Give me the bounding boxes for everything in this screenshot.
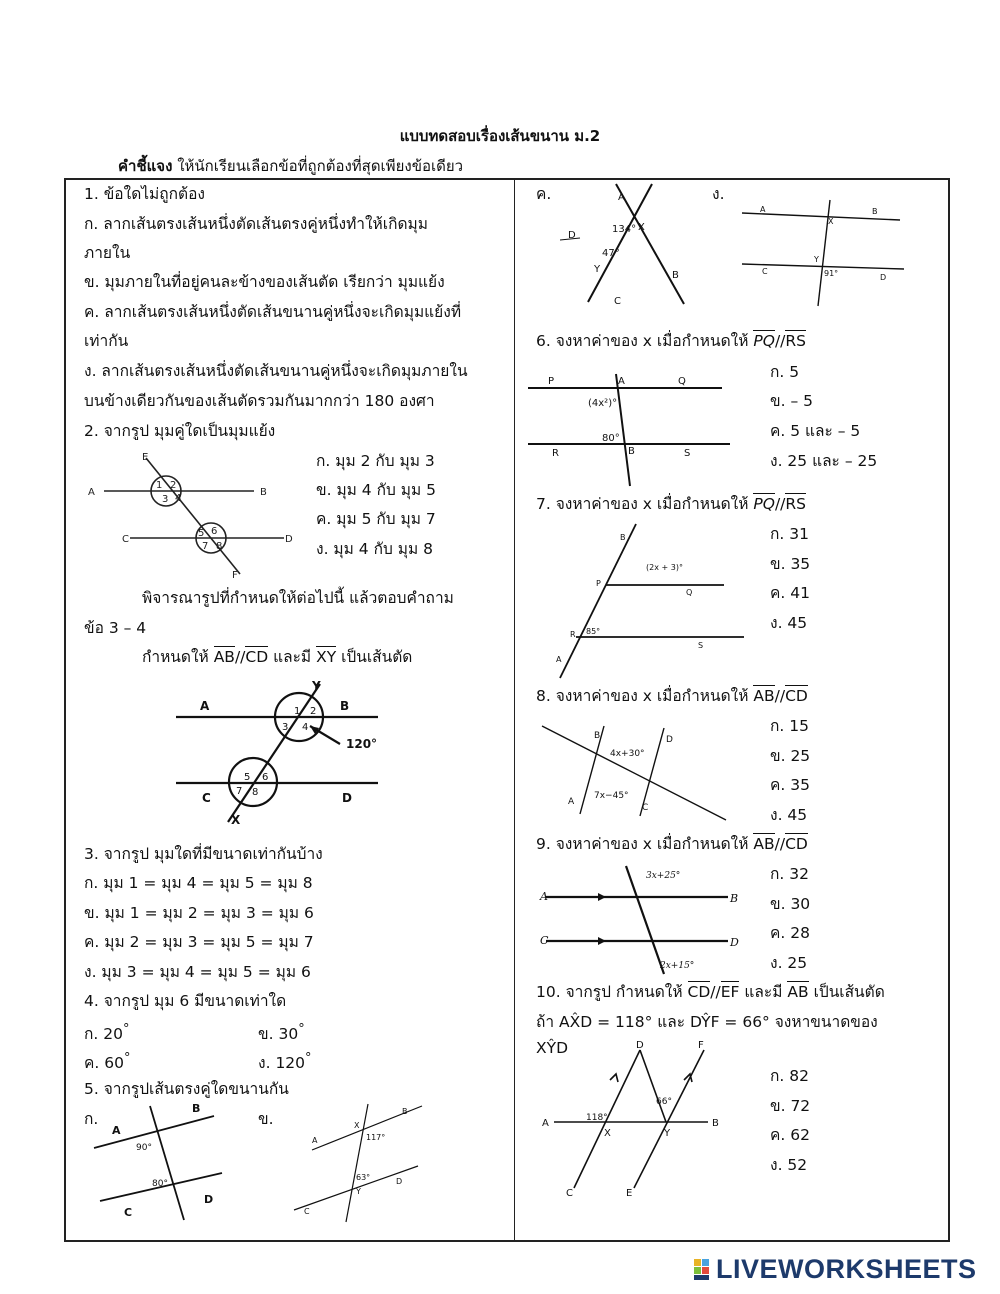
q2-label-a: A [88, 487, 95, 498]
q10-line-ef: EF [720, 983, 740, 1001]
q5c-label-y: Y [594, 264, 601, 275]
q2-choice-d[interactable]: ง. มุม 4 กับ มุม 8 [316, 540, 433, 558]
q7-choice-c[interactable]: ค. 41 [770, 584, 810, 602]
q3-choice-a[interactable]: ก. มุม 1 = มุม 4 = มุม 5 = มุม 8 [84, 874, 313, 892]
q34-angle-5: 5 [244, 772, 251, 783]
q7-figure [552, 522, 752, 680]
q10-label-f: F [698, 1040, 704, 1051]
q7-choice-a[interactable]: ก. 31 [770, 525, 809, 543]
q10-label-a: A [542, 1118, 549, 1129]
q4-choice-a[interactable] [84, 1020, 129, 1044]
q8-line-cd: CD [785, 687, 808, 705]
q5b-label-d: D [396, 1177, 403, 1186]
q6-choice-d[interactable]: ง. 25 และ – 25 [770, 452, 878, 470]
q10-question-mid: และมี [744, 983, 783, 1001]
q10-angle-2: 66° [656, 1097, 672, 1107]
q6-choice-c[interactable]: ค. 5 และ – 5 [770, 422, 861, 440]
q4-d-label: ง. [258, 1054, 271, 1073]
q6-label-r: R [552, 448, 559, 459]
q34-given [142, 647, 412, 667]
q34-given-pre: กำหนดให้ [142, 648, 209, 666]
q34-angle-120: 120° [346, 737, 378, 751]
q10-question-line2: ถ้า AX̂D = 118° และ DŶF = 66° จงหาขนาดของ [536, 1013, 878, 1031]
q3-choice-c[interactable]: ค. มุม 2 = มุม 3 = มุม 5 = มุม 7 [84, 933, 314, 951]
q5-choice-b-label[interactable]: ข. [258, 1110, 274, 1128]
q1-choice-c[interactable]: ค. ลากเส้นตรงเส้นหนึ่งตัดเส้นขนานคู่หนึ่งจะเกิดมุมแย้งที่ [84, 303, 462, 321]
q7-question [536, 494, 806, 514]
q34-intro-line1: พิจารณารูปที่กำหนดให้ต่อไปนี้ แล้วตอบคำถาม [142, 589, 454, 607]
q34-line-cd: CD [245, 648, 269, 666]
q8-label-c: C [642, 803, 649, 813]
q1-choice-a[interactable]: ก. ลากเส้นตรงเส้นหนึ่งตัดเส้นตรงคู่หนึ่งทำให้เกิดมุม [84, 215, 428, 233]
q3-choice-d[interactable]: ง. มุม 3 = มุม 4 = มุม 5 = มุม 6 [84, 963, 311, 981]
q5-figure-b [290, 1098, 430, 1224]
q34-angle-4: 4 [302, 722, 309, 733]
q10-choice-d[interactable]: ง. 52 [770, 1156, 808, 1174]
q1-choice-b[interactable]: ข. มุมภายในที่อยู่คนละข้างของเส้นตัด เรียกว่า มุมแย้ง [84, 273, 445, 291]
q5a-label-d: D [204, 1193, 214, 1206]
q8-choice-d[interactable]: ง. 45 [770, 806, 808, 824]
q4-choice-c[interactable] [84, 1049, 130, 1073]
q5a-label-b: B [192, 1102, 201, 1115]
q5-choice-a-label[interactable]: ก. [84, 1110, 99, 1128]
q34-parallel: // [234, 648, 246, 666]
q2-choice-c[interactable]: ค. มุม 5 กับ มุม 7 [316, 510, 436, 528]
q4-question: 4. จากรูป มุม 6 มีขนาดเท่าใด [84, 992, 287, 1010]
q7-line-pq: PQ [753, 495, 775, 513]
q7-line-rs: RS [785, 495, 806, 513]
q10-label-y: Y [664, 1128, 671, 1139]
q10-question-line3: XŶD [536, 1039, 569, 1057]
q9-line-ab: AB [753, 835, 775, 853]
q5-choice-c-label[interactable]: ค. [536, 185, 552, 203]
q8-figure [540, 716, 740, 828]
q10-parallel: // [710, 983, 721, 1001]
q6-parallel: // [774, 332, 786, 350]
q5b-label-c: C [304, 1207, 310, 1216]
q2-label-b: B [260, 487, 267, 498]
q4-d-value: 120 [275, 1054, 306, 1073]
q8-angle-1: 4x+30° [610, 749, 645, 759]
q6-label-q: Q [678, 376, 686, 387]
q5c-label-d: D [568, 230, 576, 241]
q5c-angle-2: 47° [602, 248, 620, 259]
q34-angle-8: 8 [252, 787, 259, 798]
q4-choice-d[interactable] [258, 1049, 311, 1073]
q2-angle-4: 4 [175, 493, 182, 504]
instruction-text: ให้นักเรียนเลือกข้อที่ถูกต้องที่สุดเพียงข้อเดียว [177, 157, 464, 175]
liveworksheets-logo-icon [694, 1259, 710, 1281]
q9-choice-c[interactable]: ค. 28 [770, 924, 810, 942]
q6-question-text: 6. จงหาค่าของ x เมื่อกำหนดให้ [536, 332, 749, 350]
q7-label-a: A [556, 655, 562, 664]
q4-c-value: 60 [104, 1054, 124, 1073]
q10-label-c: C [566, 1188, 573, 1199]
q2-choice-a[interactable]: ก. มุม 2 กับ มุม 3 [316, 452, 435, 470]
q5a-label-a: A [112, 1124, 121, 1137]
q34-label-x: X [231, 813, 241, 826]
q8-label-d: D [666, 735, 673, 745]
q2-angle-7: 7 [202, 541, 209, 552]
q1-choice-d-cont: บนข้างเดียวกันของเส้นตัดรวมกันมากกว่า 180 องศา [84, 392, 435, 410]
q2-angle-8: 8 [216, 541, 223, 552]
q8-choice-c[interactable]: ค. 35 [770, 776, 810, 794]
q5c-angle-1: 134° [612, 224, 637, 235]
q34-label-y: Y [312, 679, 321, 693]
q7-choice-d[interactable]: ง. 45 [770, 614, 808, 632]
q5c-label-b: B [672, 270, 679, 281]
q9-line-cd: CD [785, 835, 808, 853]
q2-angle-5: 5 [198, 528, 205, 539]
q10-label-d: D [636, 1040, 644, 1051]
q7-angle-1: (2x + 3)° [646, 563, 683, 572]
q5c-label-c: C [614, 296, 621, 307]
column-divider [514, 178, 515, 1240]
q2-label-e: E [142, 452, 149, 463]
q9-label-a: A [540, 890, 548, 903]
q6-line-pq: PQ [753, 332, 775, 350]
q5a-label-c: C [124, 1206, 133, 1219]
q5d-label-c: C [762, 267, 768, 276]
q5c-label-x: X [638, 222, 645, 233]
instructions [118, 154, 463, 178]
q10-angle-1: 118° [586, 1113, 608, 1123]
q3-question: 3. จากรูป มุมใดที่มีขนาดเท่ากันบ้าง [84, 845, 323, 863]
q5d-label-x: X [828, 217, 834, 226]
q9-choice-a[interactable]: ก. 32 [770, 865, 809, 883]
q4-d-deg: ° [305, 1051, 312, 1066]
q5b-label-x: X [354, 1121, 360, 1130]
q5a-angle-1: 90° [136, 1143, 152, 1153]
q5b-angle-2: 63° [356, 1173, 371, 1182]
q5b-label-b: B [402, 1107, 408, 1116]
q6-label-a: A [618, 376, 625, 387]
q6-label-s: S [684, 448, 691, 459]
q1-choice-c-cont: เท่ากัน [84, 332, 129, 350]
q8-choice-a[interactable]: ก. 15 [770, 717, 809, 735]
q34-angle-3: 3 [282, 722, 289, 733]
q10-label-e: E [626, 1188, 633, 1199]
q2-figure [84, 448, 304, 583]
q4-b-value: 30 [278, 1025, 299, 1044]
q6-line-rs: RS [785, 332, 806, 350]
q7-label-s: S [698, 641, 704, 650]
q10-question-post: เป็นเส้นตัด [813, 983, 885, 1001]
q9-label-d: D [730, 936, 739, 949]
q3-choice-b[interactable]: ข. มุม 1 = มุม 2 = มุม 3 = มุม 6 [84, 904, 314, 922]
q5b-label-y: Y [356, 1187, 361, 1196]
q2-label-c: C [122, 534, 129, 545]
q10-choice-a[interactable]: ก. 82 [770, 1067, 809, 1085]
q6-choice-a[interactable]: ก. 5 [770, 363, 800, 381]
q34-line-ab: AB [213, 648, 235, 666]
q34-label-d: D [342, 791, 352, 805]
q8-parallel: // [774, 687, 786, 705]
q5d-label-y: Y [814, 255, 819, 264]
q6-figure [526, 372, 736, 488]
q2-angle-6: 6 [211, 526, 218, 537]
q10-choice-c[interactable]: ค. 62 [770, 1126, 810, 1144]
q8-choice-b[interactable]: ข. 25 [770, 747, 811, 765]
q7-angle-2: 85° [586, 627, 601, 636]
q5b-label-a: A [312, 1136, 318, 1145]
q6-label-b: B [628, 446, 635, 457]
q5-question: 5. จากรูปเส้นตรงคู่ใดขนานกัน [84, 1080, 289, 1098]
q34-given-mid: และมี [273, 648, 312, 666]
q8-question [536, 686, 808, 706]
q34-angle-1: 1 [294, 706, 301, 717]
q5-choice-d-label[interactable]: ง. [712, 185, 725, 203]
q8-line-ab: AB [753, 687, 775, 705]
q5c-label-a: A [618, 192, 625, 203]
q7-label-b: B [620, 533, 626, 542]
q34-given-post: เป็นเส้นตัด [341, 648, 413, 666]
q34-label-a: A [200, 699, 210, 713]
q1-question: 1. ข้อใดไม่ถูกต้อง [84, 185, 205, 203]
q5-figure-d [738, 198, 908, 310]
q9-angle-2: 2x+15° [660, 961, 695, 971]
q5a-angle-2: 80° [152, 1179, 168, 1189]
q4-b-deg: ° [298, 1022, 305, 1037]
brand-name[interactable]: LIVEWORKSHEETS [716, 1254, 977, 1284]
q9-angle-1: 3x+25° [646, 871, 681, 881]
q8-angle-2: 7x−45° [594, 791, 629, 801]
q10-question-pre: 10. จากรูป กำหนดให้ [536, 983, 683, 1001]
q2-angle-3: 3 [162, 494, 169, 505]
q2-question: 2. จากรูป มุมคู่ใดเป็นมุมแย้ง [84, 422, 276, 440]
q34-angle-6: 6 [262, 772, 269, 783]
q9-choice-d[interactable]: ง. 25 [770, 954, 808, 972]
q4-c-label: ค. [84, 1054, 100, 1073]
q34-label-b: B [340, 699, 350, 713]
q34-line-xy: XY [316, 648, 337, 666]
q34-angle-2: 2 [310, 706, 317, 717]
q2-choice-b[interactable]: ข. มุม 4 กับ มุม 5 [316, 481, 436, 499]
q7-parallel: // [774, 495, 786, 513]
q2-angle-2: 2 [170, 480, 177, 491]
q34-angle-7: 7 [236, 786, 243, 797]
q9-parallel: // [774, 835, 786, 853]
q4-c-deg: ° [123, 1051, 131, 1066]
q2-label-d: D [285, 534, 293, 545]
q4-a-value: 20 [103, 1025, 123, 1044]
q5-figure-a [90, 1098, 240, 1224]
q7-label-r: R [570, 630, 576, 639]
q4-choice-b[interactable] [258, 1020, 305, 1044]
q5d-label-d: D [880, 273, 887, 282]
q9-question-text: 9. จงหาค่าของ x เมื่อกำหนดให้ [536, 835, 749, 853]
q5-figure-c [560, 180, 700, 308]
q9-figure [536, 862, 746, 976]
q10-choice-b[interactable]: ข. 72 [770, 1097, 811, 1115]
q9-label-c: C [540, 934, 549, 947]
q9-question [536, 834, 808, 854]
page-title: แบบทดสอบเรื่องเส้นขนาน ม.2 [399, 127, 601, 145]
q4-a-deg: ° [122, 1022, 130, 1037]
q1-choice-d[interactable]: ง. ลากเส้นตรงเส้นหนึ่งตัดเส้นขนานคู่หนึ่งจะเกิดมุมภายใน [84, 362, 468, 380]
q6-question [536, 331, 806, 351]
q7-choice-b[interactable]: ข. 35 [770, 555, 811, 573]
q34-figure [170, 676, 390, 826]
q1-choice-a-cont: ภายใน [84, 244, 131, 262]
q5d-label-a: A [760, 205, 766, 214]
q6-angle-2: 80° [602, 433, 620, 444]
q6-label-p: P [548, 376, 555, 387]
q7-label-p: P [596, 579, 601, 588]
q6-angle-1: (4x²)° [588, 398, 618, 409]
q2-label-f: F [232, 570, 238, 581]
q34-intro-line2: ข้อ 3 – 4 [84, 619, 147, 637]
q7-question-text: 7. จงหาค่าของ x เมื่อกำหนดให้ [536, 495, 749, 513]
q5d-angle-1: 91° [824, 269, 839, 278]
q10-line-cd: CD [687, 983, 711, 1001]
q6-choice-b[interactable]: ข. – 5 [770, 392, 813, 410]
q7-label-q: Q [686, 588, 693, 597]
q5b-angle-1: 117° [366, 1133, 386, 1142]
q9-label-b: B [730, 892, 739, 905]
q10-line-ab: AB [787, 983, 809, 1001]
q9-choice-b[interactable]: ข. 30 [770, 895, 811, 913]
q10-label-b: B [712, 1118, 719, 1129]
q8-label-a: A [568, 797, 575, 807]
q10-figure [538, 1040, 748, 1204]
instruction-label: คำชี้แจง [118, 157, 173, 175]
q2-angle-1: 1 [156, 480, 163, 491]
q8-label-b: B [594, 731, 601, 741]
q8-question-text: 8. จงหาค่าของ x เมื่อกำหนดให้ [536, 687, 749, 705]
q4-a-label: ก. [84, 1025, 99, 1044]
q4-b-label: ข. [258, 1025, 274, 1044]
q10-question [536, 982, 885, 1002]
q10-label-x: X [604, 1128, 611, 1139]
q34-label-c: C [202, 791, 211, 805]
q5d-label-b: B [872, 207, 878, 216]
